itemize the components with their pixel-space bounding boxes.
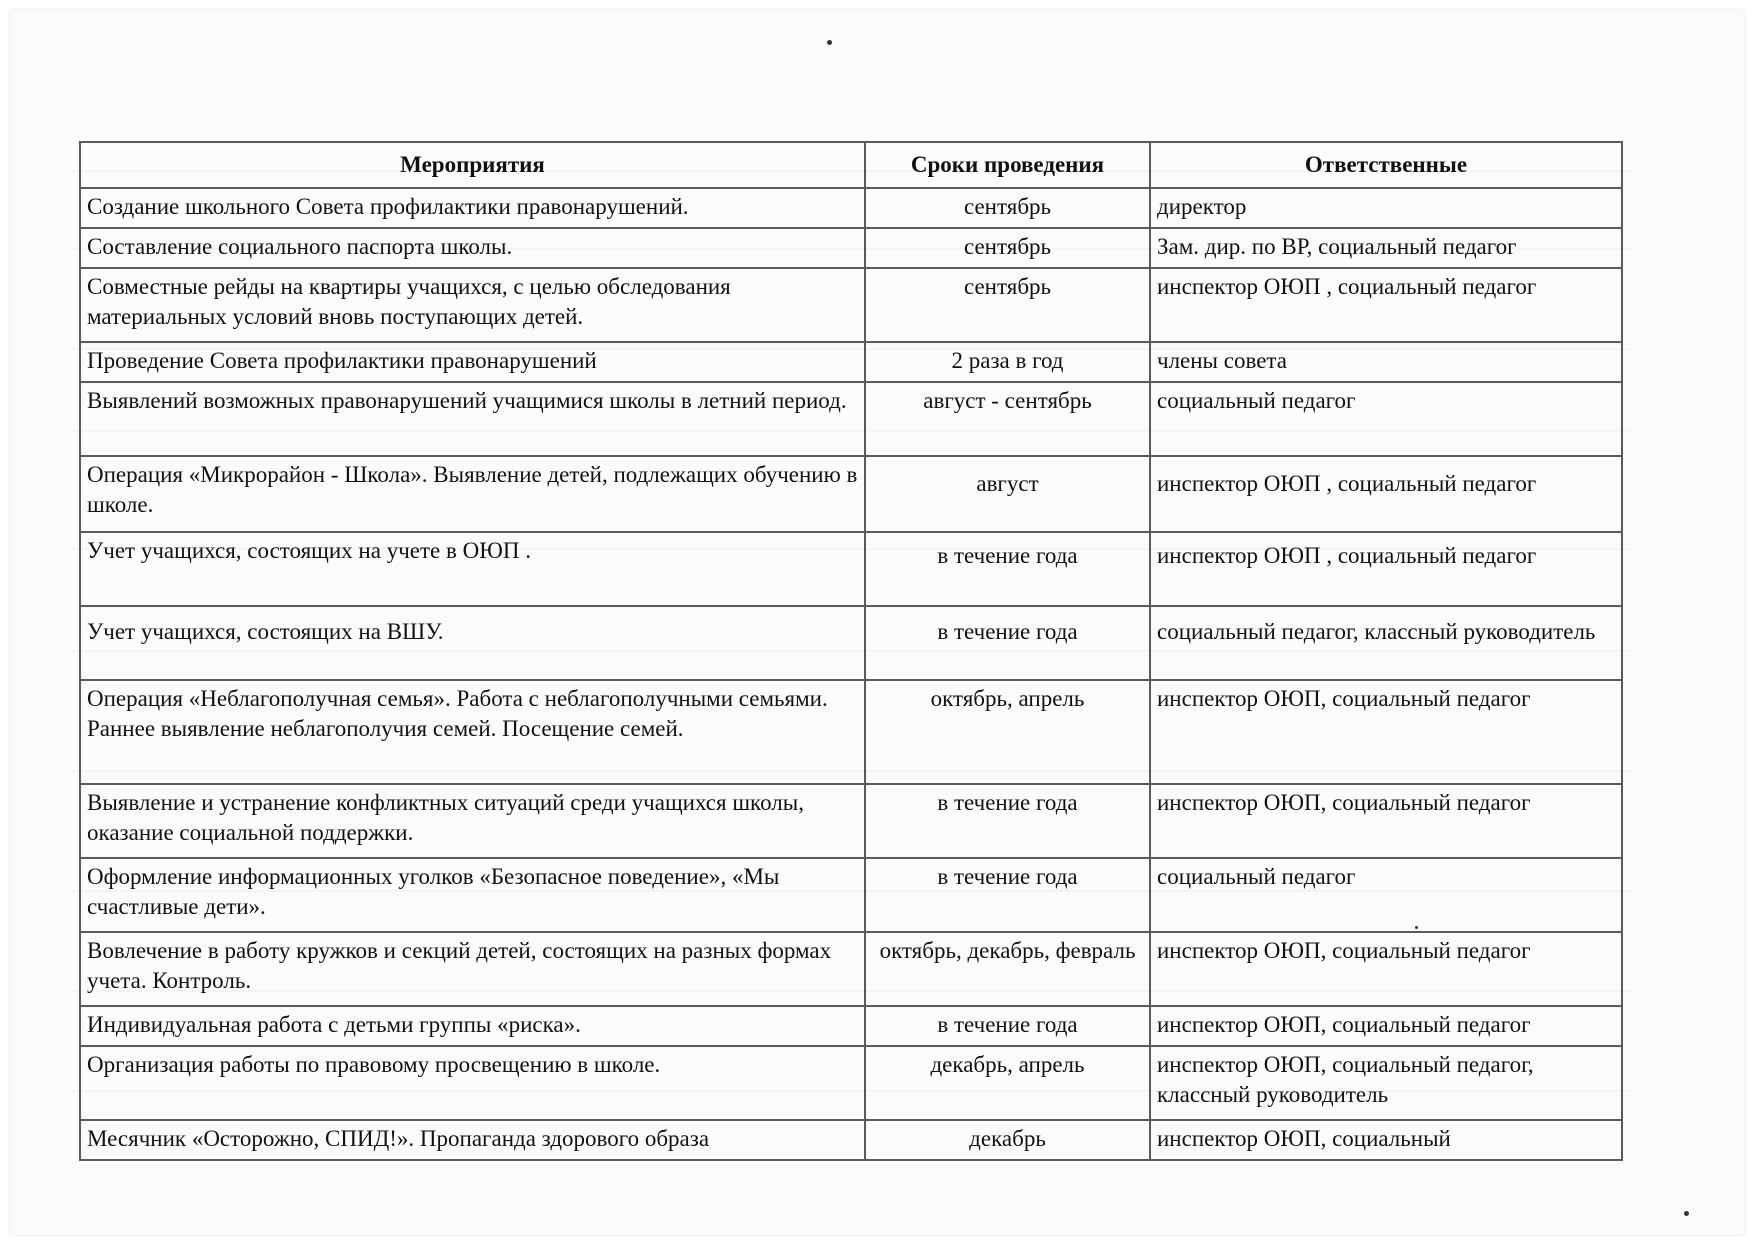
event-cell: Создание школьного Совета профилактики правонарушений. [80, 188, 865, 228]
responsible-cell: директор [1150, 188, 1622, 228]
event-cell: Операция «Микрорайон - Школа». Выявление детей, подлежащих обучению в школе. [80, 456, 865, 532]
header-date: Сроки проведения [865, 142, 1150, 188]
date-cell: в течение года [865, 1006, 1150, 1046]
date-cell: сентябрь [865, 228, 1150, 268]
event-cell: Совместные рейды на квартиры учащихся, с целью обследования материальных условий вновь поступающих детей. [80, 268, 865, 342]
responsible-cell: социальный педагог [1150, 382, 1622, 456]
event-cell: Учет учащихся, состоящих на учете в ОЮП . [80, 532, 865, 606]
event-cell: Операция «Неблагополучная семья». Работа с неблагополучными семьями. Раннее выявление неблагополучия семей. Посещение семей. [80, 680, 865, 784]
event-cell: Выявлений возможных правонарушений учащимися школы в летний период. [80, 382, 865, 456]
date-cell: август - сентябрь [865, 382, 1150, 456]
table-row [80, 932, 1622, 1006]
date-cell: сентябрь [865, 268, 1150, 342]
date-cell: в течение года [865, 784, 1150, 858]
date-cell: декабрь [865, 1120, 1150, 1160]
table-row [80, 342, 1622, 382]
responsible-cell: социальный педагог, классный руководитель [1150, 606, 1622, 680]
date-cell: в течение года [865, 606, 1150, 680]
event-cell: Выявление и устранение конфликтных ситуаций среди учащихся школы, оказание социальной поддержки. [80, 784, 865, 858]
table-row [80, 1006, 1622, 1046]
scan-speck [1684, 1211, 1689, 1216]
date-cell: август [865, 456, 1150, 532]
responsible-cell: Зам. дир. по ВР, социальный педагог [1150, 228, 1622, 268]
responsible-cell: инспектор ОЮП, социальный педагог [1150, 1006, 1622, 1046]
responsible-cell: члены совета [1150, 342, 1622, 382]
header-event: Мероприятия [80, 142, 865, 188]
responsible-cell: инспектор ОЮП, социальный педагог [1150, 932, 1622, 1006]
table-row [80, 188, 1622, 228]
date-cell: октябрь, декабрь, февраль [865, 932, 1150, 1006]
responsible-cell: социальный педагог [1150, 858, 1622, 932]
scan-speck [827, 40, 832, 45]
event-cell: Организация работы по правовому просвещению в школе. [80, 1046, 865, 1120]
date-cell: в течение года [865, 532, 1150, 606]
date-cell: 2 раза в год [865, 342, 1150, 382]
event-cell: Индивидуальная работа с детьми группы «риска». [80, 1006, 865, 1046]
table-row [80, 532, 1622, 606]
table-row [80, 784, 1622, 858]
table-row [80, 680, 1622, 784]
responsible-cell: инспектор ОЮП, социальный педагог [1150, 680, 1622, 784]
event-cell: Составление социального паспорта школы. [80, 228, 865, 268]
responsible-cell: инспектор ОЮП , социальный педагог [1150, 532, 1622, 606]
date-cell: сентябрь [865, 188, 1150, 228]
header-responsible: Ответственные [1150, 142, 1622, 188]
scan-speck [1415, 926, 1418, 929]
date-cell: декабрь, апрель [865, 1046, 1150, 1120]
table-row [80, 228, 1622, 268]
responsible-cell: инспектор ОЮП, социальный [1150, 1120, 1622, 1160]
table-row [80, 606, 1622, 680]
responsible-cell: инспектор ОЮП , социальный педагог [1150, 268, 1622, 342]
table-row [80, 268, 1622, 342]
table-row [80, 858, 1622, 932]
table-row [80, 1046, 1622, 1120]
responsible-cell: инспектор ОЮП, социальный педагог, классный руководитель [1150, 1046, 1622, 1120]
responsible-cell: инспектор ОЮП, социальный педагог [1150, 784, 1622, 858]
table-row [80, 382, 1622, 456]
event-cell: Учет учащихся, состоящих на ВШУ. [80, 606, 865, 680]
table-row [80, 456, 1622, 532]
date-cell: в течение года [865, 858, 1150, 932]
event-cell: Оформление информационных уголков «Безопасное поведение», «Мы счастливые дети». [80, 858, 865, 932]
event-cell: Месячник «Осторожно, СПИД!». Пропаганда здорового образа [80, 1120, 865, 1160]
responsible-cell: инспектор ОЮП , социальный педагог [1150, 456, 1622, 532]
date-cell: октябрь, апрель [865, 680, 1150, 784]
event-cell: Вовлечение в работу кружков и секций детей, состоящих на разных формах учета. Контроль. [80, 932, 865, 1006]
table-row [80, 1120, 1622, 1160]
events-table [79, 141, 1623, 1161]
table-header-row [80, 142, 1622, 188]
event-cell: Проведение Совета профилактики правонарушений [80, 342, 865, 382]
